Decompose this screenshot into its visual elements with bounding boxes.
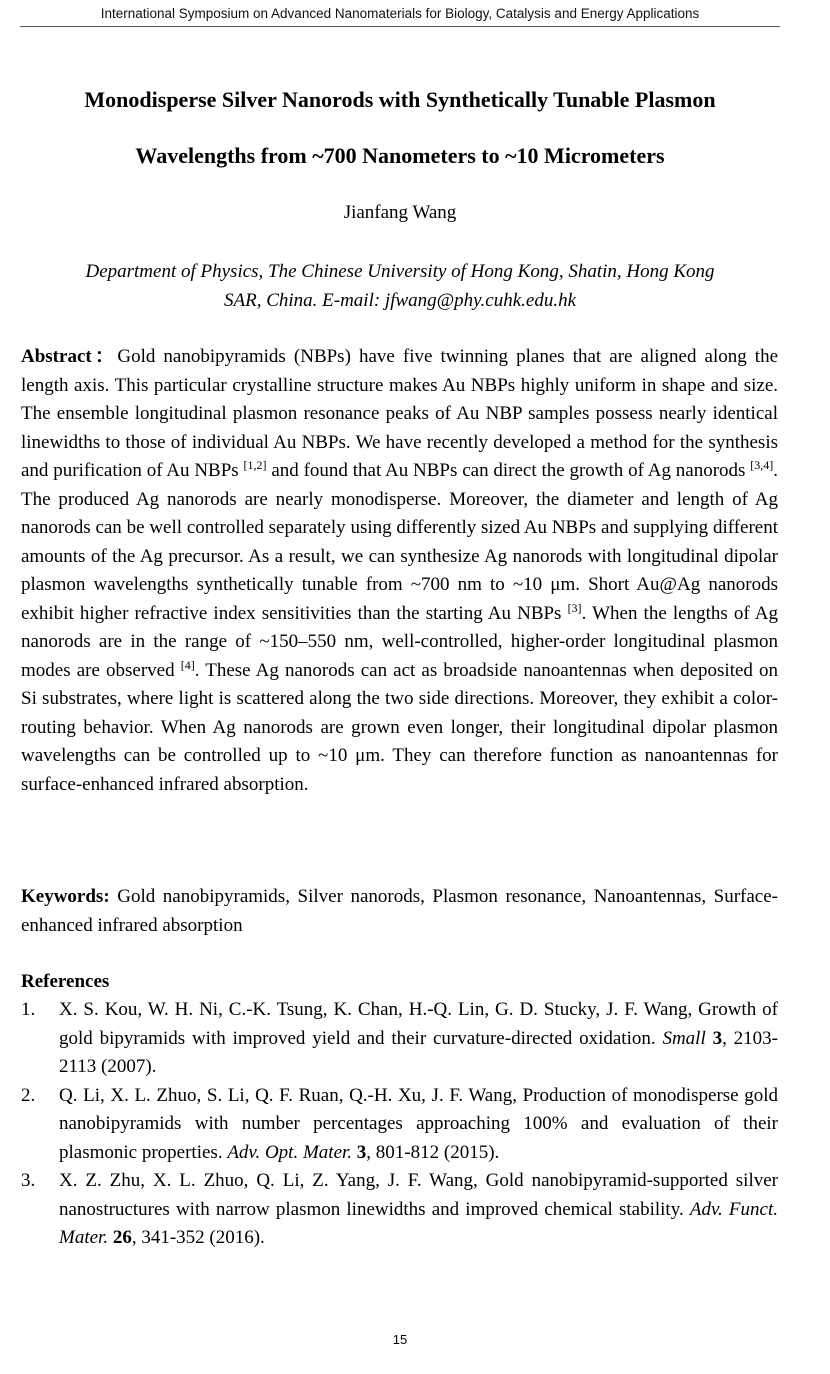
affiliation-line-1: Department of Physics, The Chinese University of Hong Kong, Shatin, Hong Kong (85, 261, 715, 282)
reference-pages-year: , 801-812 (2015). (366, 1141, 500, 1163)
header-divider (20, 26, 780, 27)
reference-journal: Small (662, 1027, 706, 1049)
abstract-text: Gold nanobipyramids (NBPs) have five twinning planes that are aligned along the length axis. This particular crystalline structure makes Au NBPs highly uniform in shape and size. The ensemble longitudinal plasmon resonance peaks of Au NBP samples possess nearly identical linewidths to those of individual Au NBPs. We have recently developed a method for the synthesis and purification of Au NBPs (21, 346, 779, 481)
reference-authors: Q. Li, X. L. Zhuo, S. Li, Q. F. Ruan, Q.-H. Xu, J. F. Wang, Production of monodisperse gold nanobipyramids with number percentages approaching 100% and evaluation of their plasmonic properties. (59, 1084, 778, 1163)
running-header: International Symposium on Advanced Nanomaterials for Biology, Catalysis and Energy Applications (100, 6, 700, 21)
citation-3: [3] (567, 600, 582, 615)
abstract-text: . When the lengths of Ag nanorods are in the range of ~150–550 nm, well-controlled, higher-order longitudinal plasmon modes are observed (21, 602, 778, 681)
citation-3-4: [3,4] (750, 458, 774, 472)
reference-authors: X. Z. Zhu, X. L. Zhuo, Q. Li, Z. Yang, J. F. Wang, Gold nanobipyramid-supported silver nanostructures with narrow plasmon linewidths and improved chemical stability. (59, 1170, 778, 1220)
title-line-2: Wavelengths from ~700 Nanometers to ~10 Micrometers (135, 143, 665, 168)
reference-volume: 3 (712, 1027, 723, 1049)
reference-pages-year: , 341-352 (2016). (131, 1227, 265, 1248)
reference-number: 2. (21, 1084, 36, 1106)
paper-title (20, 72, 780, 184)
title-line-1: Monodisperse Silver Nanorods with Synthetically Tunable Plasmon (84, 87, 716, 112)
reference-journal: Adv. Funct. Mater. (59, 1198, 778, 1248)
affiliation-line-2: SAR, China. E-mail: jfwang@phy.cuhk.edu.hk (223, 290, 577, 311)
reference-item (21, 996, 778, 1082)
reference-pages-year: , 2103-2113 (2007). (59, 1027, 778, 1077)
abstract-text: . The produced Ag nanorods are nearly monodisperse. Moreover, the diameter and length of Ag nanorods can be well controlled separately using differently sized Au NBPs and supplying different amounts of the Ag precursor. As a result, we can synthesize Ag nanorods with longitudinal dipolar plasmon wavelengths synthetically tunable from ~700 nm to ~10 μm. Short Au@Ag nanorods exhibit higher refractive index sensitivities than the starting Au NBPs (21, 460, 778, 624)
keywords-paragraph (21, 883, 778, 940)
reference-number: 1. (21, 999, 36, 1020)
references-heading: References (21, 971, 110, 992)
abstract-paragraph (21, 343, 778, 799)
references-list (21, 996, 778, 1253)
author-affiliation (20, 257, 780, 315)
reference-item (21, 1082, 778, 1168)
reference-volume: 3 (356, 1141, 367, 1163)
citation-1-2: [1,2] (243, 458, 267, 472)
reference-volume: 26 (112, 1227, 132, 1248)
abstract-label: Abstract： (21, 346, 118, 367)
keywords-text: Gold nanobipyramids, Silver nanorods, Plasmon resonance, Nanoantennas, Surface-enhanced infrared absorption (21, 886, 778, 936)
reference-authors: X. S. Kou, W. H. Ni, C.-K. Tsung, K. Chan, H.-Q. Lin, G. D. Stucky, J. F. Wang, Growth of gold bipyramids with improved yield and their curvature-directed oxidation. (59, 999, 778, 1049)
citation-4: [4] (180, 657, 195, 672)
author-name: Jianfang Wang (343, 202, 457, 223)
reference-item (21, 1167, 778, 1253)
page-number: 15 (392, 1332, 408, 1347)
reference-journal: Adv. Opt. Mater. (227, 1141, 353, 1163)
abstract-text: . These Ag nanorods can act as broadside nanoantennas when deposited on Si substrates, where light is scattered along the two side directions. Moreover, they exhibit a color-routing behavior. When Ag nanorods are grown even longer, their longitudinal dipolar plasmon wavelengths can be controlled up to ~10 μm. They can therefore function as nanoantennas for surface-enhanced infrared absorption. (21, 659, 779, 795)
keywords-label: Keywords: (21, 886, 110, 907)
abstract-text: and found that Au NBPs can direct the growth of Ag nanorods (266, 460, 751, 481)
reference-separator (706, 1028, 713, 1049)
reference-number: 3. (21, 1170, 36, 1191)
